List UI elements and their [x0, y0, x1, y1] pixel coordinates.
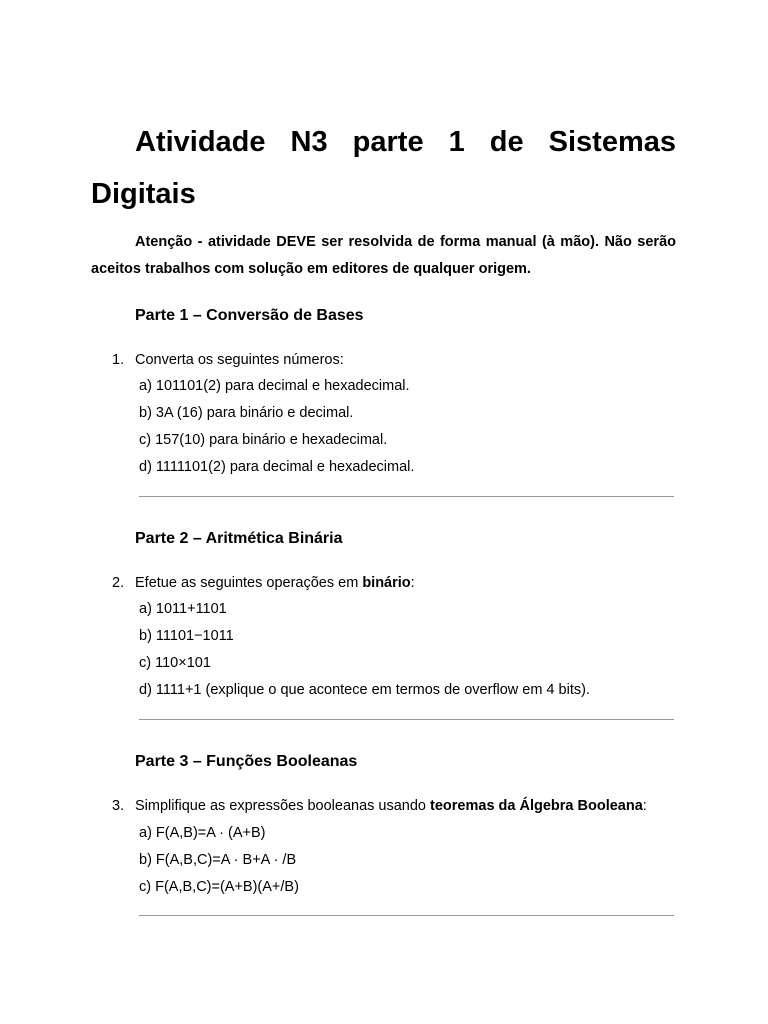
list-item: d) 1111101(2) para decimal e hexadecimal. [139, 459, 415, 475]
question-number: 2. [112, 575, 125, 591]
list-item: a) 101101(2) para decimal e hexadecimal. [139, 378, 410, 394]
list-item: b) 11101−1011 [139, 628, 234, 644]
section-divider [139, 496, 674, 497]
section-divider [139, 915, 674, 916]
list-item: b) 3A (16) para binário e decimal. [139, 405, 354, 421]
question-text-suffix: : [410, 575, 415, 591]
question-text-prefix: Efetue as seguintes operações em [135, 575, 363, 591]
list-item: b) F(A,B,C)=A · B+A · /B [139, 852, 297, 868]
list-item: d) 1111+1 (explique o que acontece em termos de overflow em 4 bits). [139, 682, 590, 698]
question-1 [112, 350, 344, 370]
question-text-bold: teoremas da Álgebra Booleana [430, 798, 643, 814]
question-number: 3. [112, 798, 125, 814]
notice-paragraph: Atenção - atividade DEVE ser resolvida de forma manual (à mão). Não serão aceitos trabalhos com solução em editores de qualquer origem. [91, 234, 676, 277]
section-heading-part3: Parte 3 – Funções Booleanas [135, 753, 358, 770]
question-text: Converta os seguintes números: [135, 352, 344, 368]
question-2 [112, 573, 415, 593]
question-text-suffix: : [642, 798, 647, 814]
question-number: 1. [112, 352, 125, 368]
list-item: c) F(A,B,C)=(A+B)(A+/B) [139, 879, 299, 895]
question-3 [112, 796, 647, 816]
section-divider [139, 719, 674, 720]
list-item: a) F(A,B)=A · (A+B) [139, 825, 266, 841]
document-title: Atividade N3 parte 1 de Sistemas Digitais [91, 126, 676, 210]
question-text-prefix: Simplifique as expressões booleanas usando [135, 798, 431, 814]
section-heading-part2: Parte 2 – Aritmética Binária [135, 530, 343, 547]
list-item: a) 1011+1101 [139, 601, 227, 617]
list-item: c) 157(10) para binário e hexadecimal. [139, 432, 388, 448]
section-heading-part1: Parte 1 – Conversão de Bases [135, 307, 364, 324]
list-item: c) 110×101 [139, 655, 211, 671]
question-text-bold: binário [362, 575, 411, 591]
